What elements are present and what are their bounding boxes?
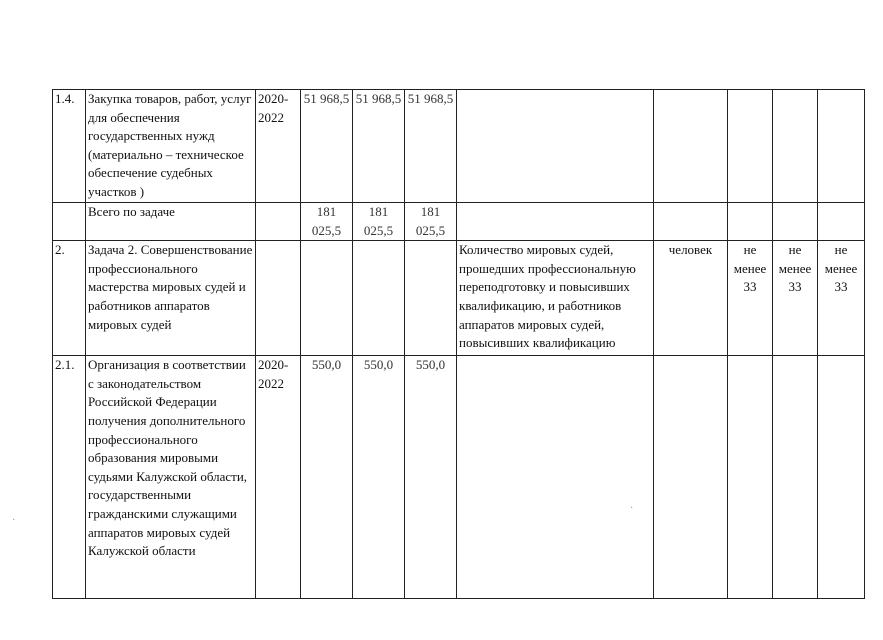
row-target-2021 [773, 203, 818, 241]
row-value-2022: 51 968,5 [405, 90, 457, 203]
row-value-2022: 550,0 [405, 356, 457, 599]
row-target-2021 [773, 90, 818, 203]
row-target-2020: не менее 33 [728, 241, 773, 356]
row-period [256, 203, 301, 241]
row-value-2020: 181 025,5 [301, 203, 353, 241]
row-unit [654, 356, 728, 599]
row-indicator: Количество мировых судей, прошедших профессиональную переподготовку и повысивших квалификацию, и работников аппаратов мировых судей, повысивших квалификацию [457, 241, 654, 356]
row-number: 2.1. [53, 356, 86, 599]
row-name: Задача 2. Совершенствование профессионального мастерства мировых судей и работников аппаратов мировых судей [86, 241, 256, 356]
row-number: 1.4. [53, 90, 86, 203]
row-name: Всего по задаче [86, 203, 256, 241]
row-value-2020: 550,0 [301, 356, 353, 599]
row-value-2021: 181 025,5 [353, 203, 405, 241]
row-value-2021: 550,0 [353, 356, 405, 599]
row-period: 2020-2022 [256, 90, 301, 203]
row-unit [654, 90, 728, 203]
row-target-2022: не менее 33 [818, 241, 865, 356]
row-name: Закупка товаров, работ, услуг для обеспечения государственных нужд (материально – техническое обеспечение судебных участков ) [86, 90, 256, 203]
scan-dot: · [12, 515, 16, 526]
row-unit [654, 203, 728, 241]
row-value-2022 [405, 241, 457, 356]
row-target-2022 [818, 203, 865, 241]
row-target-2020 [728, 356, 773, 599]
row-target-2020 [728, 90, 773, 203]
row-indicator [457, 203, 654, 241]
row-value-2020 [301, 241, 353, 356]
row-value-2020: 51 968,5 [301, 90, 353, 203]
table-row [53, 241, 865, 356]
table-row [53, 203, 865, 241]
row-name: Организация в соответствии с законодательством Российской Федерации получения дополнительного профессионального образования мировыми судьями Калужской области, государственными гражданскими служащими аппаратов мировых судей Калужской области [86, 356, 256, 599]
row-value-2021: 51 968,5 [353, 90, 405, 203]
row-period [256, 241, 301, 356]
row-target-2020 [728, 203, 773, 241]
scan-dot: · [630, 503, 634, 514]
row-indicator [457, 356, 654, 599]
row-target-2022 [818, 356, 865, 599]
row-indicator [457, 90, 654, 203]
table-row [53, 356, 865, 599]
row-number: 2. [53, 241, 86, 356]
row-value-2022: 181 025,5 [405, 203, 457, 241]
row-target-2021: не менее 33 [773, 241, 818, 356]
row-target-2022 [818, 90, 865, 203]
row-period: 2020-2022 [256, 356, 301, 599]
program-table [52, 89, 865, 599]
row-unit: человек [654, 241, 728, 356]
row-target-2021 [773, 356, 818, 599]
row-number [53, 203, 86, 241]
table-row [53, 90, 865, 203]
row-value-2021 [353, 241, 405, 356]
